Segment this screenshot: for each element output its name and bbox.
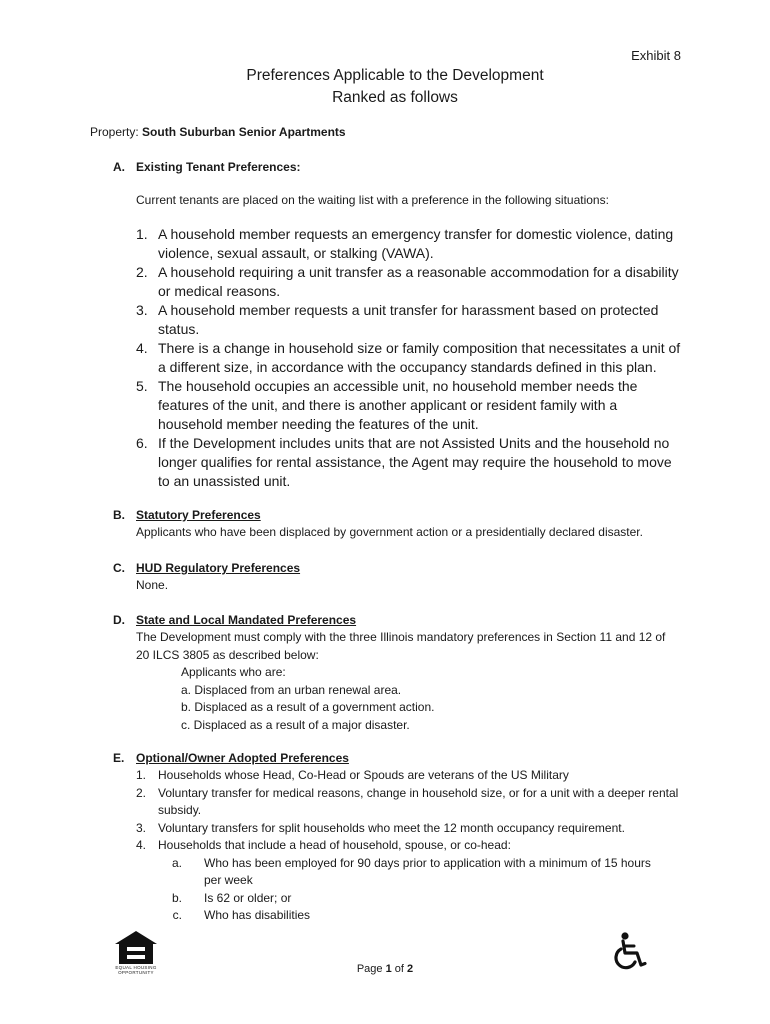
list-item: 3. Voluntary transfers for split households who meet the 12 month occupancy requirement. <box>136 820 625 835</box>
section-d-text: The Development must comply with the three Illinois mandatory preferences in Section 11 and 12 of 20 ILCS 3805 as described below: <box>136 630 666 662</box>
list-item: 4. There is a change in household size or family composition that necessitates a unit of a different size, in accordance with the occupancy standards defined in this plan. <box>136 340 681 375</box>
section-c-letter: C. <box>113 561 125 575</box>
list-item: 4. Households that include a head of household, spouse, or co-head: <box>136 838 511 852</box>
section-a-letter: A. <box>113 160 125 174</box>
section-c-heading: HUD Regulatory Preferences <box>136 561 301 575</box>
section-d-letter: D. <box>113 613 125 627</box>
page-number: 1 <box>385 963 392 975</box>
page-footer <box>0 963 770 975</box>
exhibit-label: Exhibit 8 <box>631 48 681 63</box>
list-item: b. Is 62 or older; or <box>171 890 292 905</box>
document-subtitle: Ranked as follows <box>332 89 458 106</box>
list-item: c. Who has disabilities <box>172 908 311 922</box>
section-e-sublist <box>158 855 686 925</box>
list-item: 5. The household occupies an accessible unit, no household member needs the features of the unit, and there is another applicant or resident family with a household member needing the features of the unit. <box>136 378 638 432</box>
section-e-list <box>136 767 686 925</box>
section-a-intro: Current tenants are placed on the waiting list with a preference in the following situations: <box>136 193 609 207</box>
list-item: 6. If the Development includes units that are not Assisted Units and the household no longer qualifies for rental assistance, the Agent may require the household to move to an unassisted unit. <box>136 435 672 489</box>
page-word: Page <box>356 963 383 975</box>
list-item: 1. A household member requests an emergency transfer for domestic violence, dating violence, sexual assault, or stalking (VAWA). <box>136 226 674 261</box>
equal-housing-text: EQUAL HOUSING OPPORTUNITY <box>115 965 157 975</box>
list-item: 1. Households whose Head, Co-Head or Spouds are veterans of the US Military <box>136 768 569 782</box>
of-word: of <box>394 963 404 975</box>
list-item: 2. A household requiring a unit transfer as a reasonable accommodation for a disability or medical reasons. <box>136 264 679 299</box>
list-item: b. Displaced as a result of a government action. <box>181 700 435 714</box>
list-item: a. Displaced from an urban renewal area. <box>181 682 402 697</box>
page-total: 2 <box>407 963 414 975</box>
list-item: a. Who has been employed for 90 days prior to application with a minimum of 15 hours per week <box>171 855 651 887</box>
section-a-list <box>136 225 681 491</box>
section-d-heading: State and Local Mandated Preferences <box>136 613 357 627</box>
property-line <box>90 125 346 139</box>
section-e-letter: E. <box>113 751 125 765</box>
section-d-sublist <box>181 664 434 734</box>
list-item: 2. Voluntary transfer for medical reasons, change in household size, or for a unit with a deeper rental subsidy. <box>136 785 679 817</box>
section-b-text: Applicants who have been displaced by government action or a presidentially declared disaster. <box>136 525 643 539</box>
property-name: South Suburban Senior Apartments <box>142 125 346 139</box>
applicants-label: Applicants who are: <box>181 665 286 679</box>
document-title: Preferences Applicable to the Development <box>246 67 544 84</box>
section-e-heading: Optional/Owner Adopted Preferences <box>136 751 349 765</box>
section-b-heading: Statutory Preferences <box>136 508 261 522</box>
section-c-text: None. <box>136 578 169 592</box>
section-a-heading: Existing Tenant Preferences: <box>136 160 301 174</box>
list-item: 3. A household member requests a unit transfer for harassment based on protected status. <box>136 302 659 337</box>
section-b-letter: B. <box>113 508 125 522</box>
list-item: c. Displaced as a result of a major disaster. <box>181 717 410 732</box>
property-label: Property: <box>90 125 139 139</box>
